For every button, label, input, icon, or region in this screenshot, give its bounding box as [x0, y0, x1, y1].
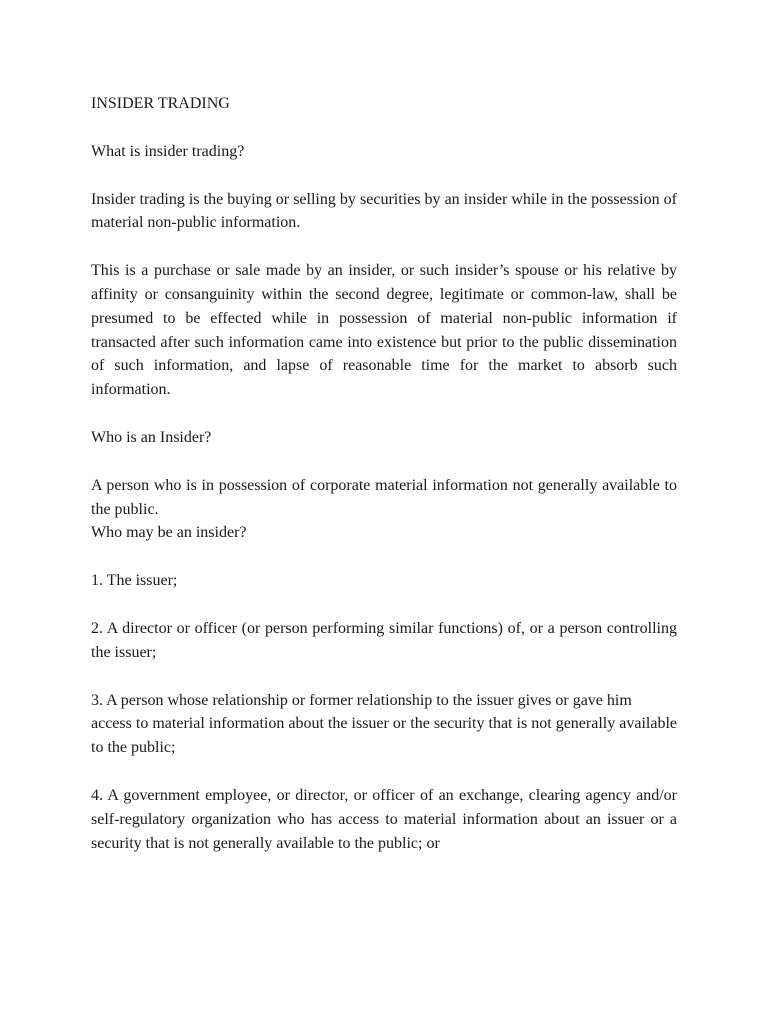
paragraph-insider-definition: A person who is in possession of corporate material information not generally available to the public.: [91, 476, 677, 518]
list-item-relationship: 3. A person whose relationship or former relationship to the issuer gives or gave him: [91, 691, 632, 709]
list-item-issuer: 1. The issuer;: [91, 572, 178, 590]
list-item-director-officer: 2. A director or officer (or person performing similar functions) of, or a person controlling the issuer;: [91, 619, 677, 661]
list-item-government-employee: 4. A government employee, or director, or officer of an exchange, clearing agency and/or self-regulatory organization who has access to material information about an issuer or a security that is not generally available to the public; or: [91, 786, 677, 852]
question-who-may-be-insider: Who may be an insider?: [91, 524, 247, 542]
document-title: INSIDER TRADING: [91, 95, 230, 112]
question-what-is-insider-trading: What is insider trading?: [91, 142, 245, 160]
paragraph-presumption: This is a purchase or sale made by an insider, or such insider’s spouse or his relative by affinity or consanguinity within the second degree, legitimate or common-law, shall be presumed to be effected while in possession of material non-public information if transacted after such information came into existence but prior to the public dissemination of such information, and lapse of reasonable time for the market to absorb such information.: [91, 262, 677, 399]
document-body: [91, 92, 677, 855]
list-item-relationship-continued: access to material information about the issuer or the security that is not generally available to the public;: [91, 715, 677, 757]
paragraph-definition: Insider trading is the buying or selling by securities by an insider while in the possession of material non-public information.: [91, 190, 677, 232]
question-who-is-insider: Who is an Insider?: [91, 428, 212, 446]
